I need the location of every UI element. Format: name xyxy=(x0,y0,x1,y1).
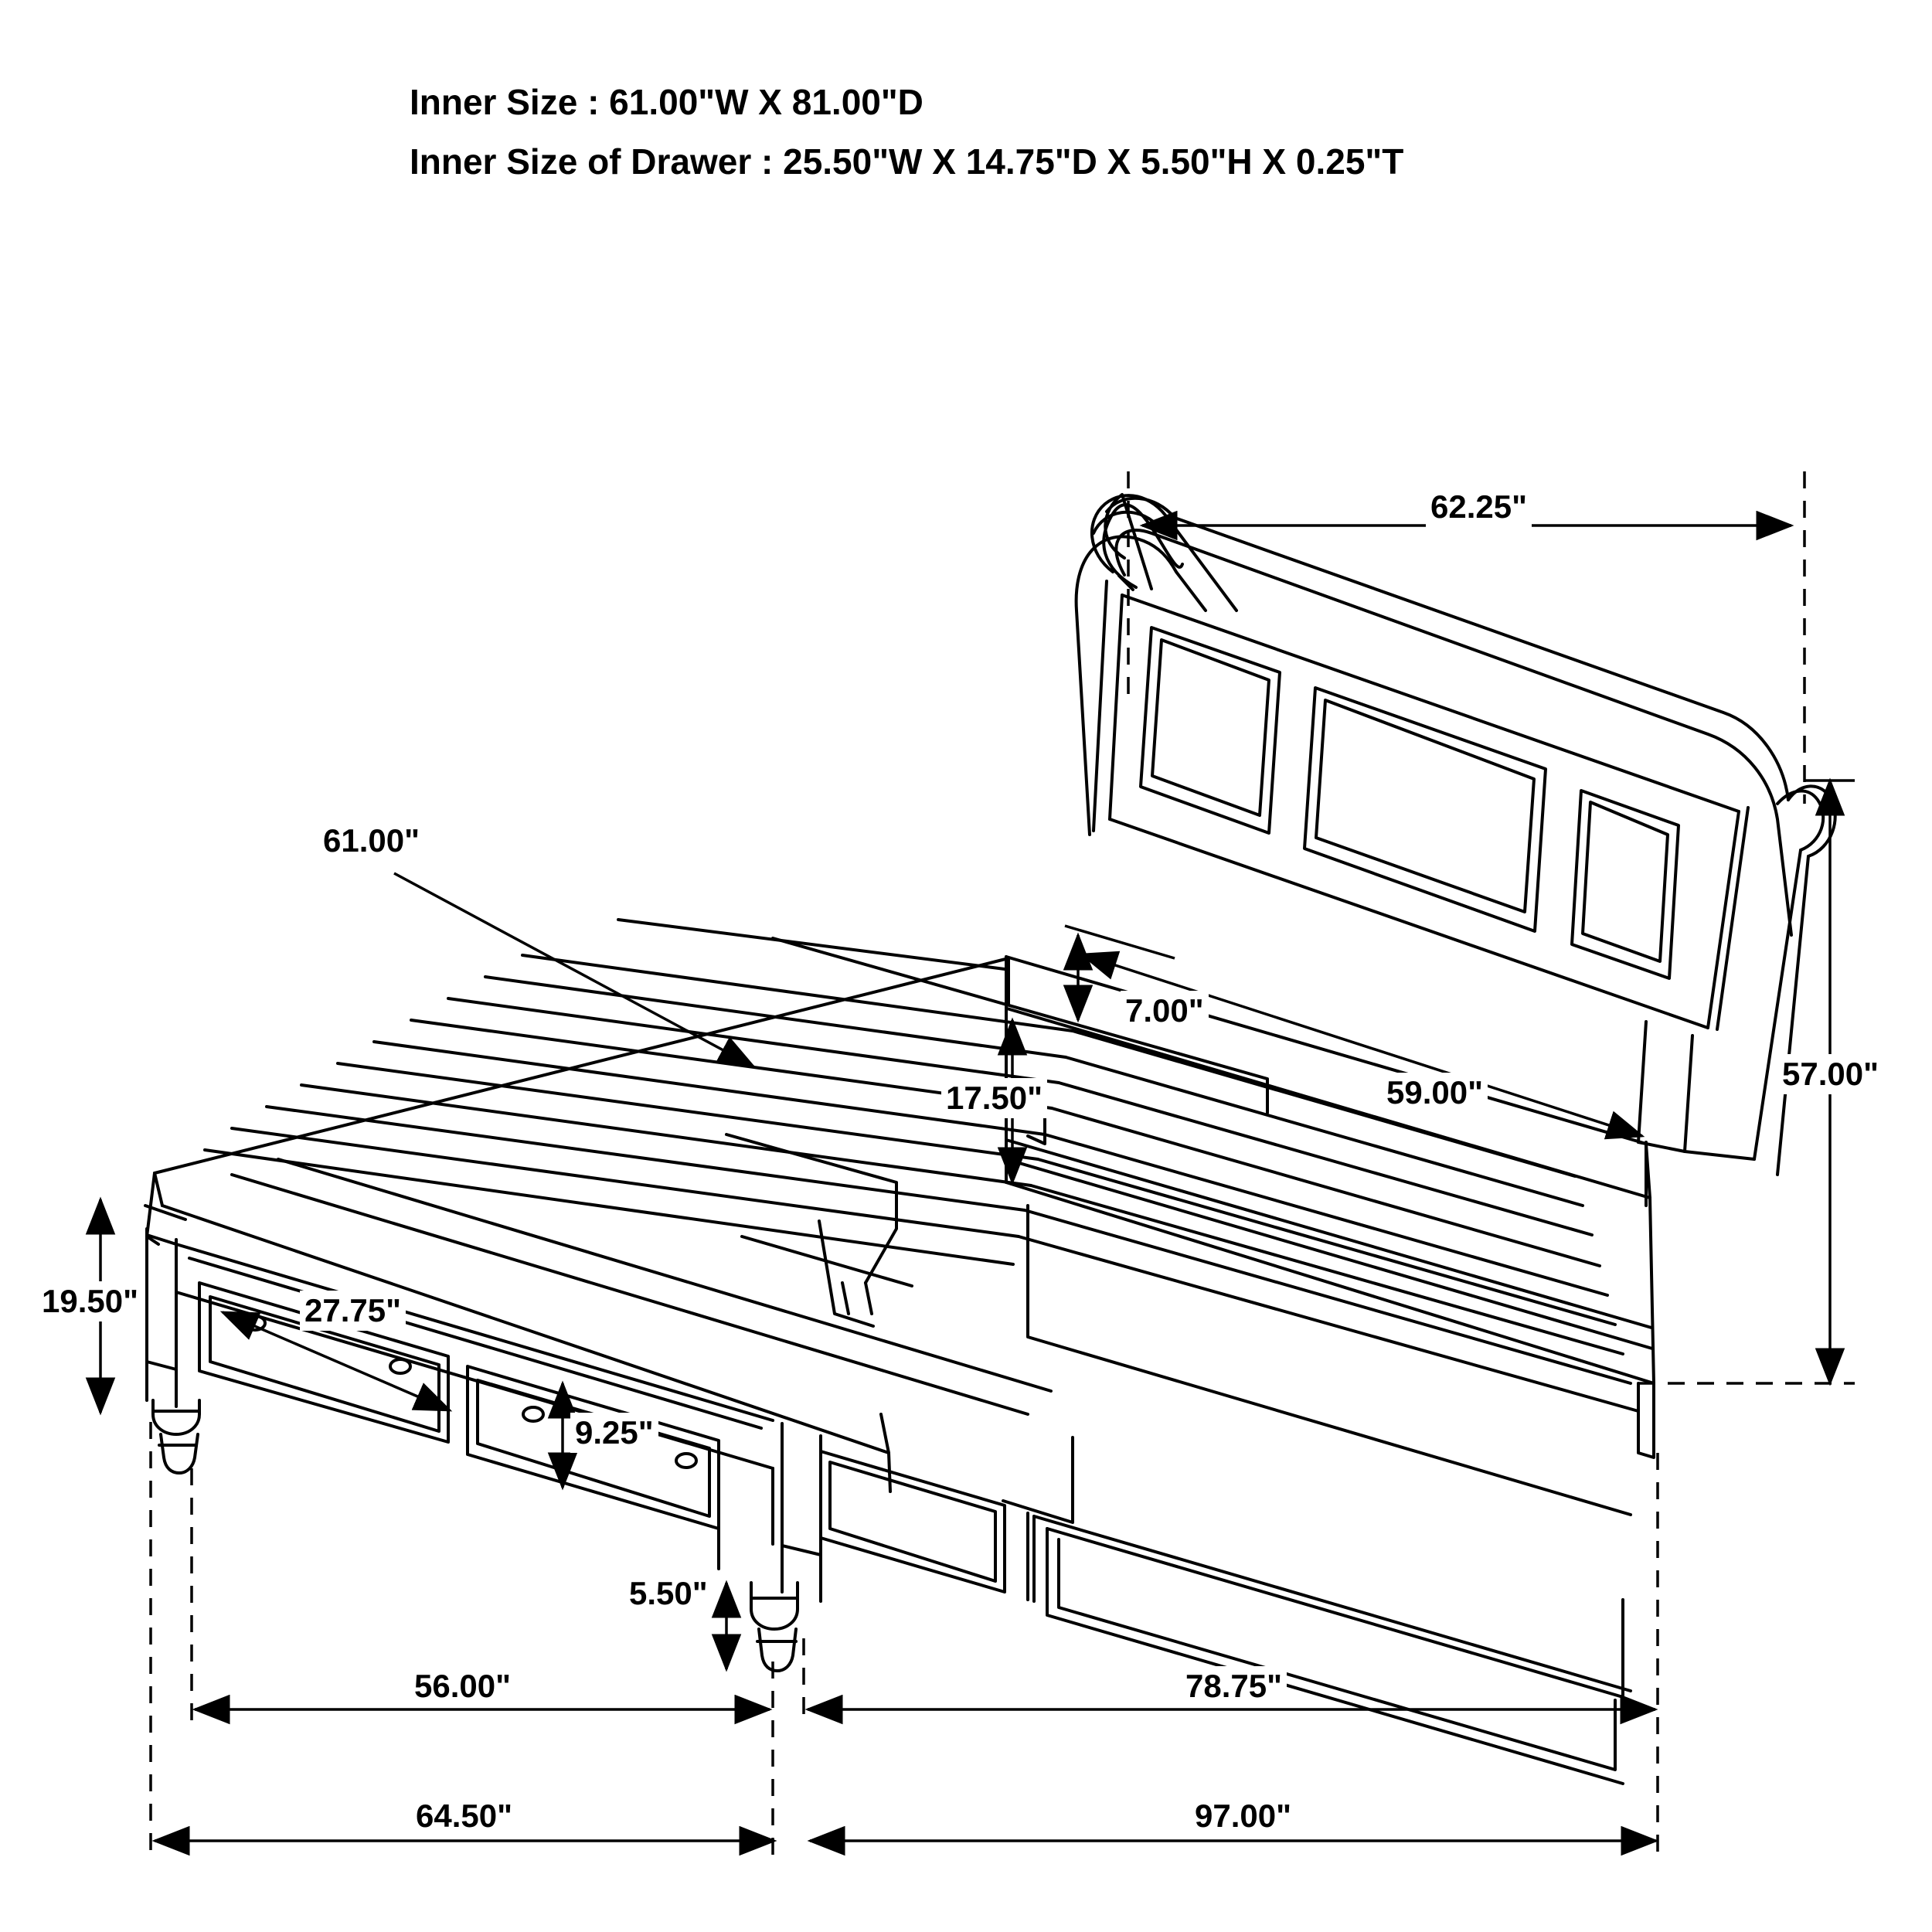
dimension-label-drawer_width: 27.75" xyxy=(300,1291,406,1331)
dimension-label-inner_length: 59.00" xyxy=(1382,1073,1488,1113)
inner-size-label: Inner Size : 61.00"W X 81.00"D xyxy=(410,82,923,122)
dimension-label-overall_length: 97.00" xyxy=(1190,1796,1296,1836)
dimension-label-deck_height: 17.50" xyxy=(941,1078,1047,1118)
dimension-label-overall_width: 64.50" xyxy=(411,1796,517,1836)
inner-drawer-size-label: Inner Size of Drawer : 25.50"W X 14.75"D X 5.50"H X 0.25"T xyxy=(410,141,1404,182)
dimension-label-top_width: 62.25" xyxy=(1426,487,1532,527)
dimension-label-headboard_height: 57.00" xyxy=(1777,1054,1883,1094)
dimension-label-inner_width: 61.00" xyxy=(318,821,424,861)
dimension-label-rail_height: 19.50" xyxy=(37,1281,143,1321)
dimension-label-foot_height: 5.50" xyxy=(624,1573,713,1614)
dimension-label-side_length: 78.75" xyxy=(1181,1666,1287,1706)
dimension-label-drawer_span: 56.00" xyxy=(410,1666,515,1706)
dimension-label-drawer_height: 9.25" xyxy=(570,1413,658,1453)
dimension-label-headboard_inset: 7.00" xyxy=(1121,991,1209,1031)
